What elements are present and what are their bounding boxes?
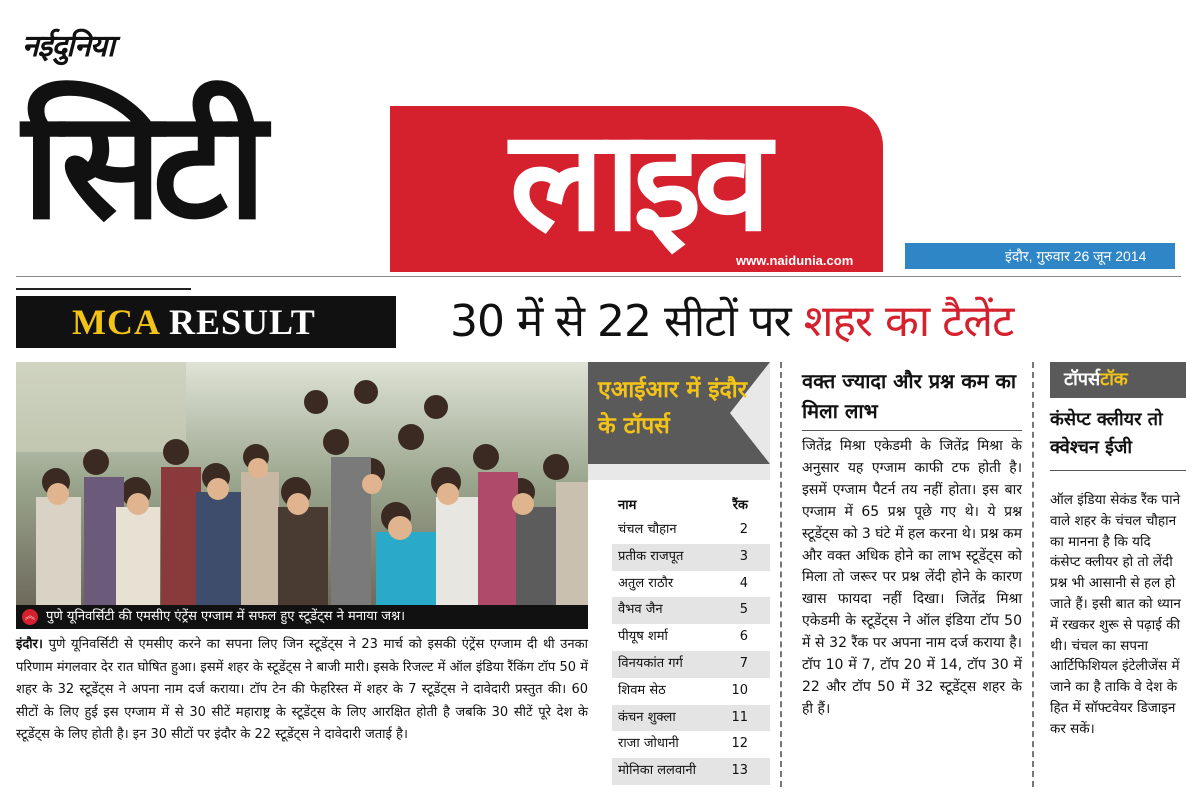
topper-rank: 11 xyxy=(731,709,748,725)
title-rule xyxy=(1050,470,1186,471)
story-text: पुणे यूनिवर्सिटी से एमसीए करने का सपना लिए जिन स्टूडेंट्स ने 23 मार्च को इसकी एंट्रेंस एग्जाम दी थी उनका परिणाम मंगलवार देर रात घोषित हुआ। इसमें शहर के स्टूडेंट्स ने बाजी मारी। इसके रिजल्ट में ऑल इंडिया रैंकिंग टॉप 50 में शहर के 32 स्टूडेंट्स ने अपना नाम दर्ज कराया। टॉप टेन की फेहरिस्त में शहर के 7 स्टूडेंट्स ने दावेदारी प्रस्तुत की। 60 सीटों के लिए हुई इस एग्जाम में से 30 सीटें महाराष्ट्र के स्टूडेंट्स के लिए आरक्षित होती है जबकि 30 सीटें पूरे देश के स्टूडेंट्स के लिए होती है। इन 30 सीटों पर इंदौर के 22 स्टूडेंट्स ने दावेदारी जताई है। xyxy=(16,637,588,742)
dateline: इंदौर, गुरुवार 26 जून 2014 xyxy=(905,243,1175,269)
masthead-rule xyxy=(16,276,1181,277)
chevron-up-double-icon: ︽ xyxy=(22,609,38,625)
result-tag-highlight: MCA xyxy=(72,302,159,342)
topper-rank: 10 xyxy=(731,682,748,698)
topper-rank: 3 xyxy=(739,548,748,564)
topper-rank: 12 xyxy=(731,736,748,752)
photo-caption xyxy=(16,605,588,629)
title-rule xyxy=(802,430,1022,431)
table-row xyxy=(612,597,770,624)
topper-rank: 13 xyxy=(731,763,748,779)
table-row xyxy=(612,571,770,598)
topper-rank: 6 xyxy=(739,629,748,645)
sidebar-story-body: जितेंद्र मिश्रा एकेडमी के जितेंद्र मिश्रा के अनुसार यह एग्जाम काफी टफ होती है। इसमें एग्जाम पैटर्न तय नहीं होता। इस बार एग्जाम में 65 प्रश्न पूछे गए थे। ये प्रश्न स्टूडेंट्स को 3 घंटे में हल करना थे। प्रश्न कम और वक्त अधिक होने का लाभ स्टूडेंट्स को मिला तो जरूर पर प्रश्न लेंदी होने के कारण खास फायदा नहीं दिखा। जितेंद्र मिश्रा एकेडमी के स्टूडेंट्स ने ऑल इंडिया टॉप 50 में से 32 रैंक पर अपना नाम दर्ज कराया है। टॉप 10 में 7, टॉप 20 में 14, टॉप 30 में 22 और टॉप 50 में 32 स्टूडेंट्स शहर के ही हैं। xyxy=(802,438,1022,717)
topper-name: प्रतीक राजपूत xyxy=(618,548,684,564)
table-row xyxy=(612,758,770,785)
table-row xyxy=(612,705,770,732)
section-title-city: सिटी xyxy=(22,77,257,253)
section-title-live: लाइव xyxy=(509,99,764,263)
table-row xyxy=(612,624,770,651)
table-row xyxy=(612,678,770,705)
topper-name: चंचल चौहान xyxy=(618,522,677,537)
table-row xyxy=(612,651,770,678)
caption-text: पुणे यूनिवर्सिटी की एमसीए एंट्रेंस एग्जाम में सफल हुए स्टूडेंट्स ने मनाया जश्न। xyxy=(46,609,406,624)
group-photo-illustration xyxy=(16,362,588,605)
topper-rank: 5 xyxy=(739,602,748,618)
toppers-table xyxy=(612,495,770,785)
table-row xyxy=(612,731,770,758)
column-divider xyxy=(1032,362,1034,787)
topper-name: राजा जोधानी xyxy=(618,736,679,752)
topper-name: शिवम सेठ xyxy=(618,682,666,698)
topper-name: वैभव जैन xyxy=(618,602,663,618)
main-headline xyxy=(450,292,1013,352)
topper-rank: 7 xyxy=(739,655,748,671)
result-tag xyxy=(16,296,396,348)
topper-name: मोनिका ललवानी xyxy=(618,763,697,779)
talk-tag-part2: टॉक xyxy=(1100,369,1128,390)
group-photo xyxy=(16,362,588,605)
topper-name: अतुल राठौर xyxy=(618,575,674,591)
headline-black: 30 में से 22 सीटों पर xyxy=(450,296,791,347)
table-body xyxy=(612,517,770,785)
talk-tag-part1: टॉपर्स xyxy=(1064,369,1101,390)
col-rank-header: रैंक xyxy=(732,498,748,513)
topper-rank: 4 xyxy=(739,575,748,591)
masthead-short-rule xyxy=(16,288,191,290)
website-url: www.naidunia.com xyxy=(736,253,854,268)
column-divider xyxy=(780,362,782,787)
main-story xyxy=(16,634,588,747)
topper-name: विनयकांत गर्ग xyxy=(618,655,683,671)
topper-name: पीयूष शर्मा xyxy=(618,629,668,645)
headline-red: शहर का टैलेंट xyxy=(803,296,1014,347)
col-name-header: नाम xyxy=(618,498,637,513)
topper-name: कंचन शुक्ला xyxy=(618,709,676,725)
toppers-talk-tag xyxy=(1050,362,1186,398)
table-row xyxy=(612,544,770,571)
sidebar-story-title: वक्त ज्यादा और प्रश्न कम का मिला लाभ xyxy=(802,369,1017,423)
toppers-title: एआईआर में इंदौर के टॉपर्स xyxy=(598,377,748,439)
result-tag-text: RESULT xyxy=(169,302,316,342)
story-dateline: इंदौर। xyxy=(16,637,43,652)
topper-rank: 2 xyxy=(739,522,748,537)
newspaper-brand: नईदुनिया xyxy=(22,29,114,64)
toppers-talk-body: ऑल इंडिया सेकंड रैंक पाने वाले शहर के चंचल चौहान का मानना है कि यदि कंसेप्ट क्लीयर हो तो लेंदी प्रश्न भी आसानी से हल हो जाते हैं। इसी बात को ध्यान में रखकर शुरू से पढ़ाई की थी। चंचल का सपना आर्टिफिशियल इंटेलीजेंस में जाने का है ताकि वे देश के हित में सॉफ्टवेयर डिजाइन कर सकें। xyxy=(1050,492,1181,737)
toppers-talk-title: कंसेप्ट क्लीयर तो क्वेश्चन ईजी xyxy=(1050,409,1163,458)
table-header xyxy=(612,495,770,517)
table-row xyxy=(612,517,770,544)
